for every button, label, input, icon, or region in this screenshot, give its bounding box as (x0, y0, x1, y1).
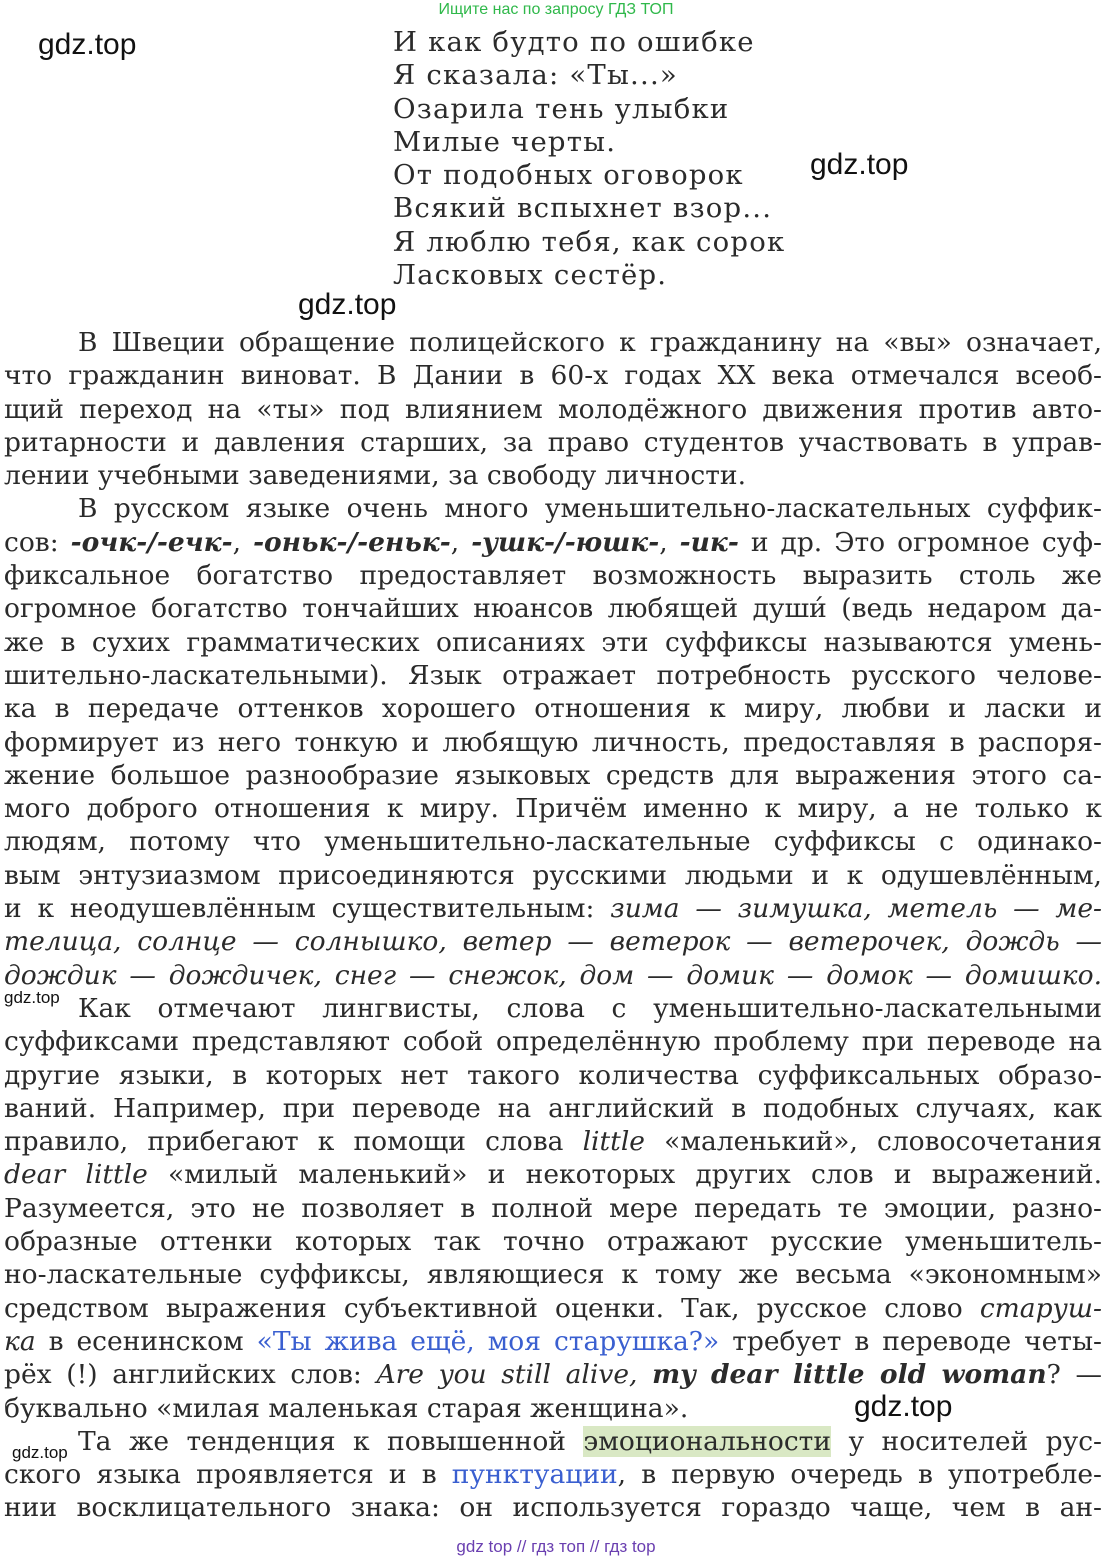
paragraph-line: другие языки, в которых нет такого количества суффиксальных образо- (4, 1059, 1102, 1091)
example-word: ка (4, 1325, 36, 1357)
text-span: требует в переводе четы- (719, 1325, 1102, 1357)
poem-line: И как будто по ошибке (393, 26, 755, 58)
watermark: gdz.top (38, 28, 137, 61)
text-span: , (232, 526, 254, 558)
text-span: в есенинском (35, 1325, 257, 1357)
paragraph-line (4, 892, 1102, 925)
paragraph-line (4, 526, 1102, 559)
paragraph-line: что гражданин виноват. В Дании в 60-х годах XX века отмечался всеоб- (4, 360, 1102, 392)
poem-line: Милые черты. (393, 125, 617, 158)
paragraph-line: нии восклицательного знака: он используется гораздо чаще, чем в ан- (4, 1492, 1102, 1524)
text-span: «милый маленький» и некоторых других слов и выражений. (147, 1159, 1102, 1191)
body-text (4, 326, 1102, 1525)
paragraph-line: В русском языке очень много уменьшительно-ласкательных суффик- (78, 493, 1102, 525)
quote-link[interactable]: «Ты жива ещё, моя старушка?» (256, 1325, 720, 1357)
paragraph-line (4, 1125, 1102, 1158)
footer-links[interactable]: gdz top // гдз топ // гдз top (456, 1537, 656, 1556)
paragraph-line: фиксальное богатство предоставляет возможность выразить столь же (4, 560, 1102, 592)
english-word: dear little (4, 1159, 148, 1191)
paragraph-line: вым энтузиазмом присоединяются русскими людьми и к одушевлённым, (4, 859, 1102, 891)
paragraph-line (4, 1425, 1102, 1458)
english-phrase-bold: my dear little old woman (652, 1359, 1047, 1391)
paragraph-line: огромное богатство тончайших нюансов любящей души́ (ведь недаром да- (4, 593, 1102, 625)
text-span: ? — (1046, 1359, 1102, 1391)
watermark: gdz.top (4, 988, 60, 1007)
example-words: дождик — дождичек, снег — снежок, дом — домик — домок — домишко. (4, 959, 1102, 991)
text-span: и др. Это огромное суф- (738, 526, 1102, 558)
text-span: средством выражения субъективной оценки. Так, русское слово (4, 1292, 980, 1324)
term-link[interactable]: пунктуации (451, 1459, 618, 1491)
paragraph-line: людям, потому что уменьшительно-ласкательные суффиксы с одинако- (4, 826, 1102, 858)
text-span: сов: (4, 526, 71, 558)
poem (393, 26, 785, 292)
text-span: и к неодушевлённым существительным: (4, 893, 611, 925)
suffix-term: -ик- (679, 526, 739, 558)
suffix-term: -ушк-/-юшк- (471, 526, 660, 558)
poem-line: Всякий вспыхнет взор... (393, 192, 773, 225)
text-span: , (450, 526, 472, 558)
text-span: , в первую очередь в употребле- (617, 1459, 1102, 1491)
paragraph-line: Как отмечают лингвисты, слова с уменьшительно-ласкательными (78, 992, 1102, 1024)
watermark: gdz.top (810, 148, 909, 181)
paragraph-line: Разумеется, это не позволяет в полной мере передать те эмоции, разно- (4, 1192, 1102, 1224)
paragraph-line (4, 1325, 1102, 1358)
example-words: зима — зимушка, метель — ме- (610, 893, 1102, 925)
poem-line: Я люблю тебя, как сорок (393, 225, 786, 258)
text-span: ского языка проявляется и в (4, 1459, 452, 1491)
poem-line: Я сказала: «Ты...» (393, 59, 678, 92)
paragraph-line: ваний. Например, при переводе на английский в подобных случаях, как (4, 1092, 1102, 1124)
paragraph-line: В Швеции обращение полицейского к гражданину на «вы» означает, (78, 327, 1102, 358)
top-banner[interactable]: Ищите нас по запросу ГДЗ ТОП (438, 1, 674, 18)
paragraph-line: лении учебными заведениями, за свободу личности. (4, 460, 746, 492)
paragraph-line: ка в передаче оттенков хорошего отношения к миру, любви и ласки и (4, 693, 1102, 725)
highlighted-term[interactable]: эмоциональности (583, 1425, 831, 1457)
paragraph-line: щий переход на «ты» под влиянием молодёжного движения против авто- (4, 393, 1102, 425)
watermark: gdz.top (12, 1443, 68, 1462)
paragraph-line: жение большое разнообразие языковых средств для выражения этого са- (4, 759, 1102, 791)
paragraph-line: буквально «милая маленькая старая женщина». (4, 1392, 689, 1424)
text-span: , (659, 526, 680, 558)
paragraph-line: формирует из него тонкую и любящую личность, предоставляя в распоря- (4, 726, 1102, 758)
paragraph-line: но-ласкательные суффиксы, являющиеся к тому же весьма «экономным» (4, 1259, 1102, 1291)
paragraph-line (4, 1292, 1102, 1325)
text-span: рёх (!) английских слов: (4, 1359, 377, 1391)
suffix-term: -оньк-/-еньк- (253, 526, 451, 558)
paragraph-line: ритарности и давления старших, за право студентов участвовать в управ- (4, 426, 1102, 458)
english-phrase: Are you still alive, (376, 1359, 653, 1391)
poem-line: Ласковых сестёр. (393, 259, 668, 292)
paragraph-line: же в сухих грамматических описаниях эти суффиксы называются умень- (4, 626, 1102, 658)
example-word: старуш- (979, 1292, 1102, 1324)
paragraph-line: суффиксами представляют собой определённую проблему при переводе на (4, 1026, 1102, 1058)
paragraph-line (4, 1358, 1102, 1391)
paragraph-line (4, 1458, 1102, 1491)
paragraph-line: мого доброго отношения к миру. Причём именно к миру, а не только к (4, 793, 1102, 825)
text-span: Та же тенденция к повышенной (78, 1425, 584, 1457)
paragraph-line: шительно-ласкательными). Язык отражает потребность русского челове- (4, 659, 1102, 691)
text-span: «маленький», словосочетания (645, 1126, 1102, 1158)
example-words: телица, солнце — солнышко, ветер — ветерок — ветерочек, дождь — (4, 926, 1102, 958)
watermark: gdz.top (854, 1390, 953, 1423)
poem-line: Озарила тень улыбки (393, 92, 730, 125)
paragraph-line: образные оттенки которых так точно отражают русские уменьшитель- (4, 1226, 1102, 1258)
english-word: little (582, 1126, 645, 1158)
watermark: gdz.top (298, 288, 397, 321)
text-span: у носителей рус- (831, 1425, 1102, 1457)
suffix-term: -очк-/-ечк- (70, 526, 233, 558)
poem-line: От подобных оговорок (393, 159, 744, 192)
paragraph-line (4, 1158, 1102, 1191)
text-span: правило, прибегают к помощи слова (4, 1126, 583, 1158)
